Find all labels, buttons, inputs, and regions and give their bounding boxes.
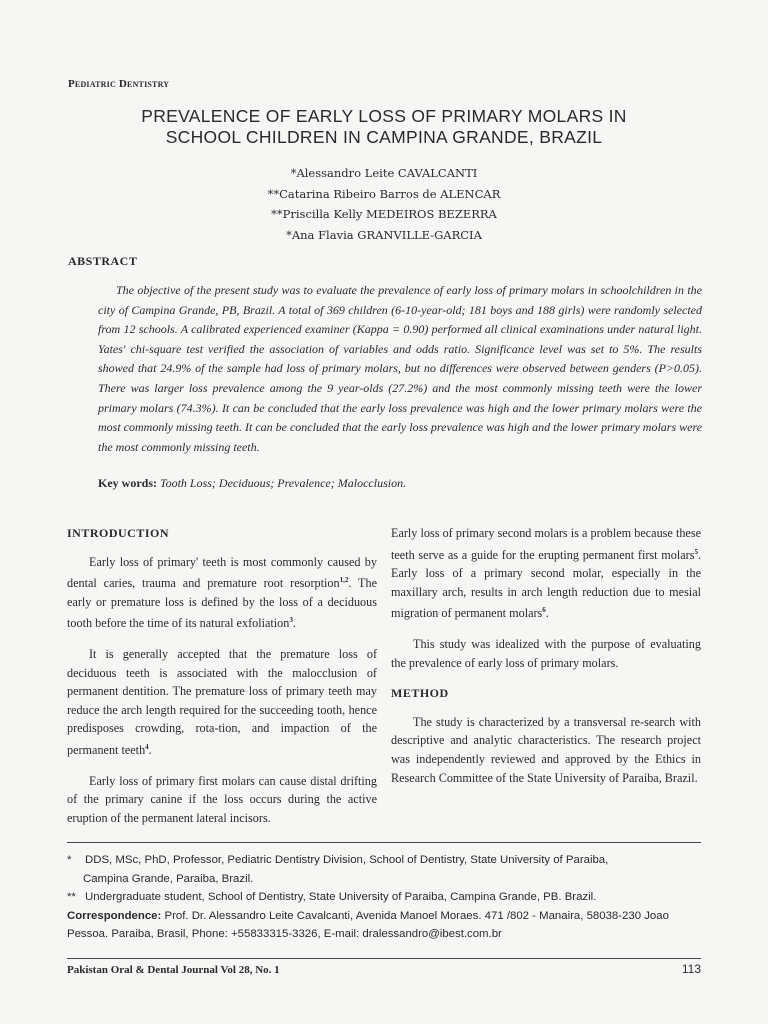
correspondence: Correspondence: Prof. Dr. Alessandro Leite Cavalcanti, Avenida Manoel Moraes. 471 /802 - Manaira, 58038-230 Joao Pessoa. Paraiba, Brasil, Phone: +55833315-3326, E-mail: dralessandro@ibest.com.br: [67, 909, 669, 941]
author: **Priscilla Kelly MEDEIROS BEZERRA: [271, 207, 497, 221]
author: **Catarina Ribeiro Barros de ALENCAR: [267, 186, 501, 201]
abstract-text: The objective of the present study was to evaluate the prevalence of early loss of primary molars in schoolchildren in the city of Campina Grande, PB, Brazil. A total of 369 children (6-10-year-old; 181 boys and 188 girls) were randomly selected from 12 schools. A calibrated experienced examiner (Kappa = 0.90) performed all clinical examinations under natural light. Yates' chi-square test verified the association of variables and odds ratio. Significance level was set to 5%. The results showed that 24.9% of the sample had loss of primary molars, but no differences were observed between genders (P>0.05). There was larger loss prevalence among the 9 year-olds (27.2%) and the most commonly missing teeth were the lower primary molars (74.3%). It can be concluded that the early loss prevalence was high and the lower primary molars were the most commonly missing teeth. It can be concluded that the early loss prevalence was high and the lower primary molars were the most commonly missing teeth.: [98, 283, 703, 454]
method-heading: METHOD: [391, 686, 449, 701]
footnote-1: * DDS, MSc, PhD, Professor, Pediatric Dentistry Division, School of Dentistry, State University of Paraiba,: [67, 854, 609, 866]
title-line-2: SCHOOL CHILDREN IN CAMPINA GRANDE, BRAZIL: [165, 127, 603, 147]
keywords: [98, 476, 702, 491]
section-tag: Pediatric Dentistry: [68, 78, 170, 90]
right-paragraph-1: Early loss of primary second molars is a problem because these teeth serve as a guide for the erupting permanent first molars$^5$. Early loss of a primary second molar, especially in the maxillary arch, results in arch length reduction due to mesial migration of permanent molars$^6$.: [391, 526, 701, 621]
right-column: [391, 524, 701, 799]
article-title: [60, 106, 708, 148]
method-paragraph: The study is characterized by a transversal re-search with descriptive and analytic characteristics. The research project was independently reviewed and approved by the Ethics in Research Committee of the State University of Paraiba, Brazil.: [391, 714, 701, 785]
introduction-heading: INTRODUCTION: [67, 526, 170, 540]
author: *Alessandro Leite CAVALCANTI: [290, 166, 478, 180]
intro-paragraph-2: It is generally accepted that the premature loss of deciduous teeth is associated with the malocclusion of permanent dentition. The premature loss of primary teeth may reduce the arch length required for the succeeding tooth, hence predisposes crowding, rota-tion, and impaction of the permanent teeth$^4$.: [67, 647, 377, 758]
footnotes: [67, 851, 703, 944]
keywords-label: Key words:: [98, 476, 157, 490]
footer-divider: [67, 958, 701, 959]
footnote-divider: [67, 842, 701, 843]
author-list: [60, 163, 708, 245]
author: *Ana Flavia GRANVILLE-GARCIA: [286, 227, 482, 242]
right-paragraph-2: This study was idealized with the purpose of evaluating the prevalence of early loss of primary molars.: [391, 637, 701, 670]
intro-paragraph-1: Early loss of primary' teeth is most commonly caused by dental caries, trauma and premature root resorption$^{1,2}$. The early or premature loss is defined by the loss of a deciduous tooth before the time of its natural exfoliation$^3$.: [67, 554, 377, 631]
footnote-1-cont: Campina Grande, Paraiba, Brazil.: [83, 872, 254, 885]
abstract-heading: ABSTRACT: [68, 254, 138, 268]
journal-citation: Pakistan Oral & Dental Journal Vol 28, No. 1: [67, 964, 280, 976]
title-line-1: PREVALENCE OF EARLY LOSS OF PRIMARY MOLARS IN: [141, 106, 627, 126]
keywords-value: Tooth Loss; Deciduous; Prevalence; Malocclusion.: [160, 476, 407, 490]
page-number: 113: [681, 962, 701, 976]
footnote-2: ** Undergraduate student, School of Dentistry, State University of Paraiba, Campina Grande, PB. Brazil.: [67, 891, 597, 904]
left-column: [67, 524, 377, 840]
intro-paragraph-3: Early loss of primary first molars can cause distal drifting of the primary canine if the loss occurs during the active eruption of the permanent lateral incisors.: [67, 773, 377, 825]
